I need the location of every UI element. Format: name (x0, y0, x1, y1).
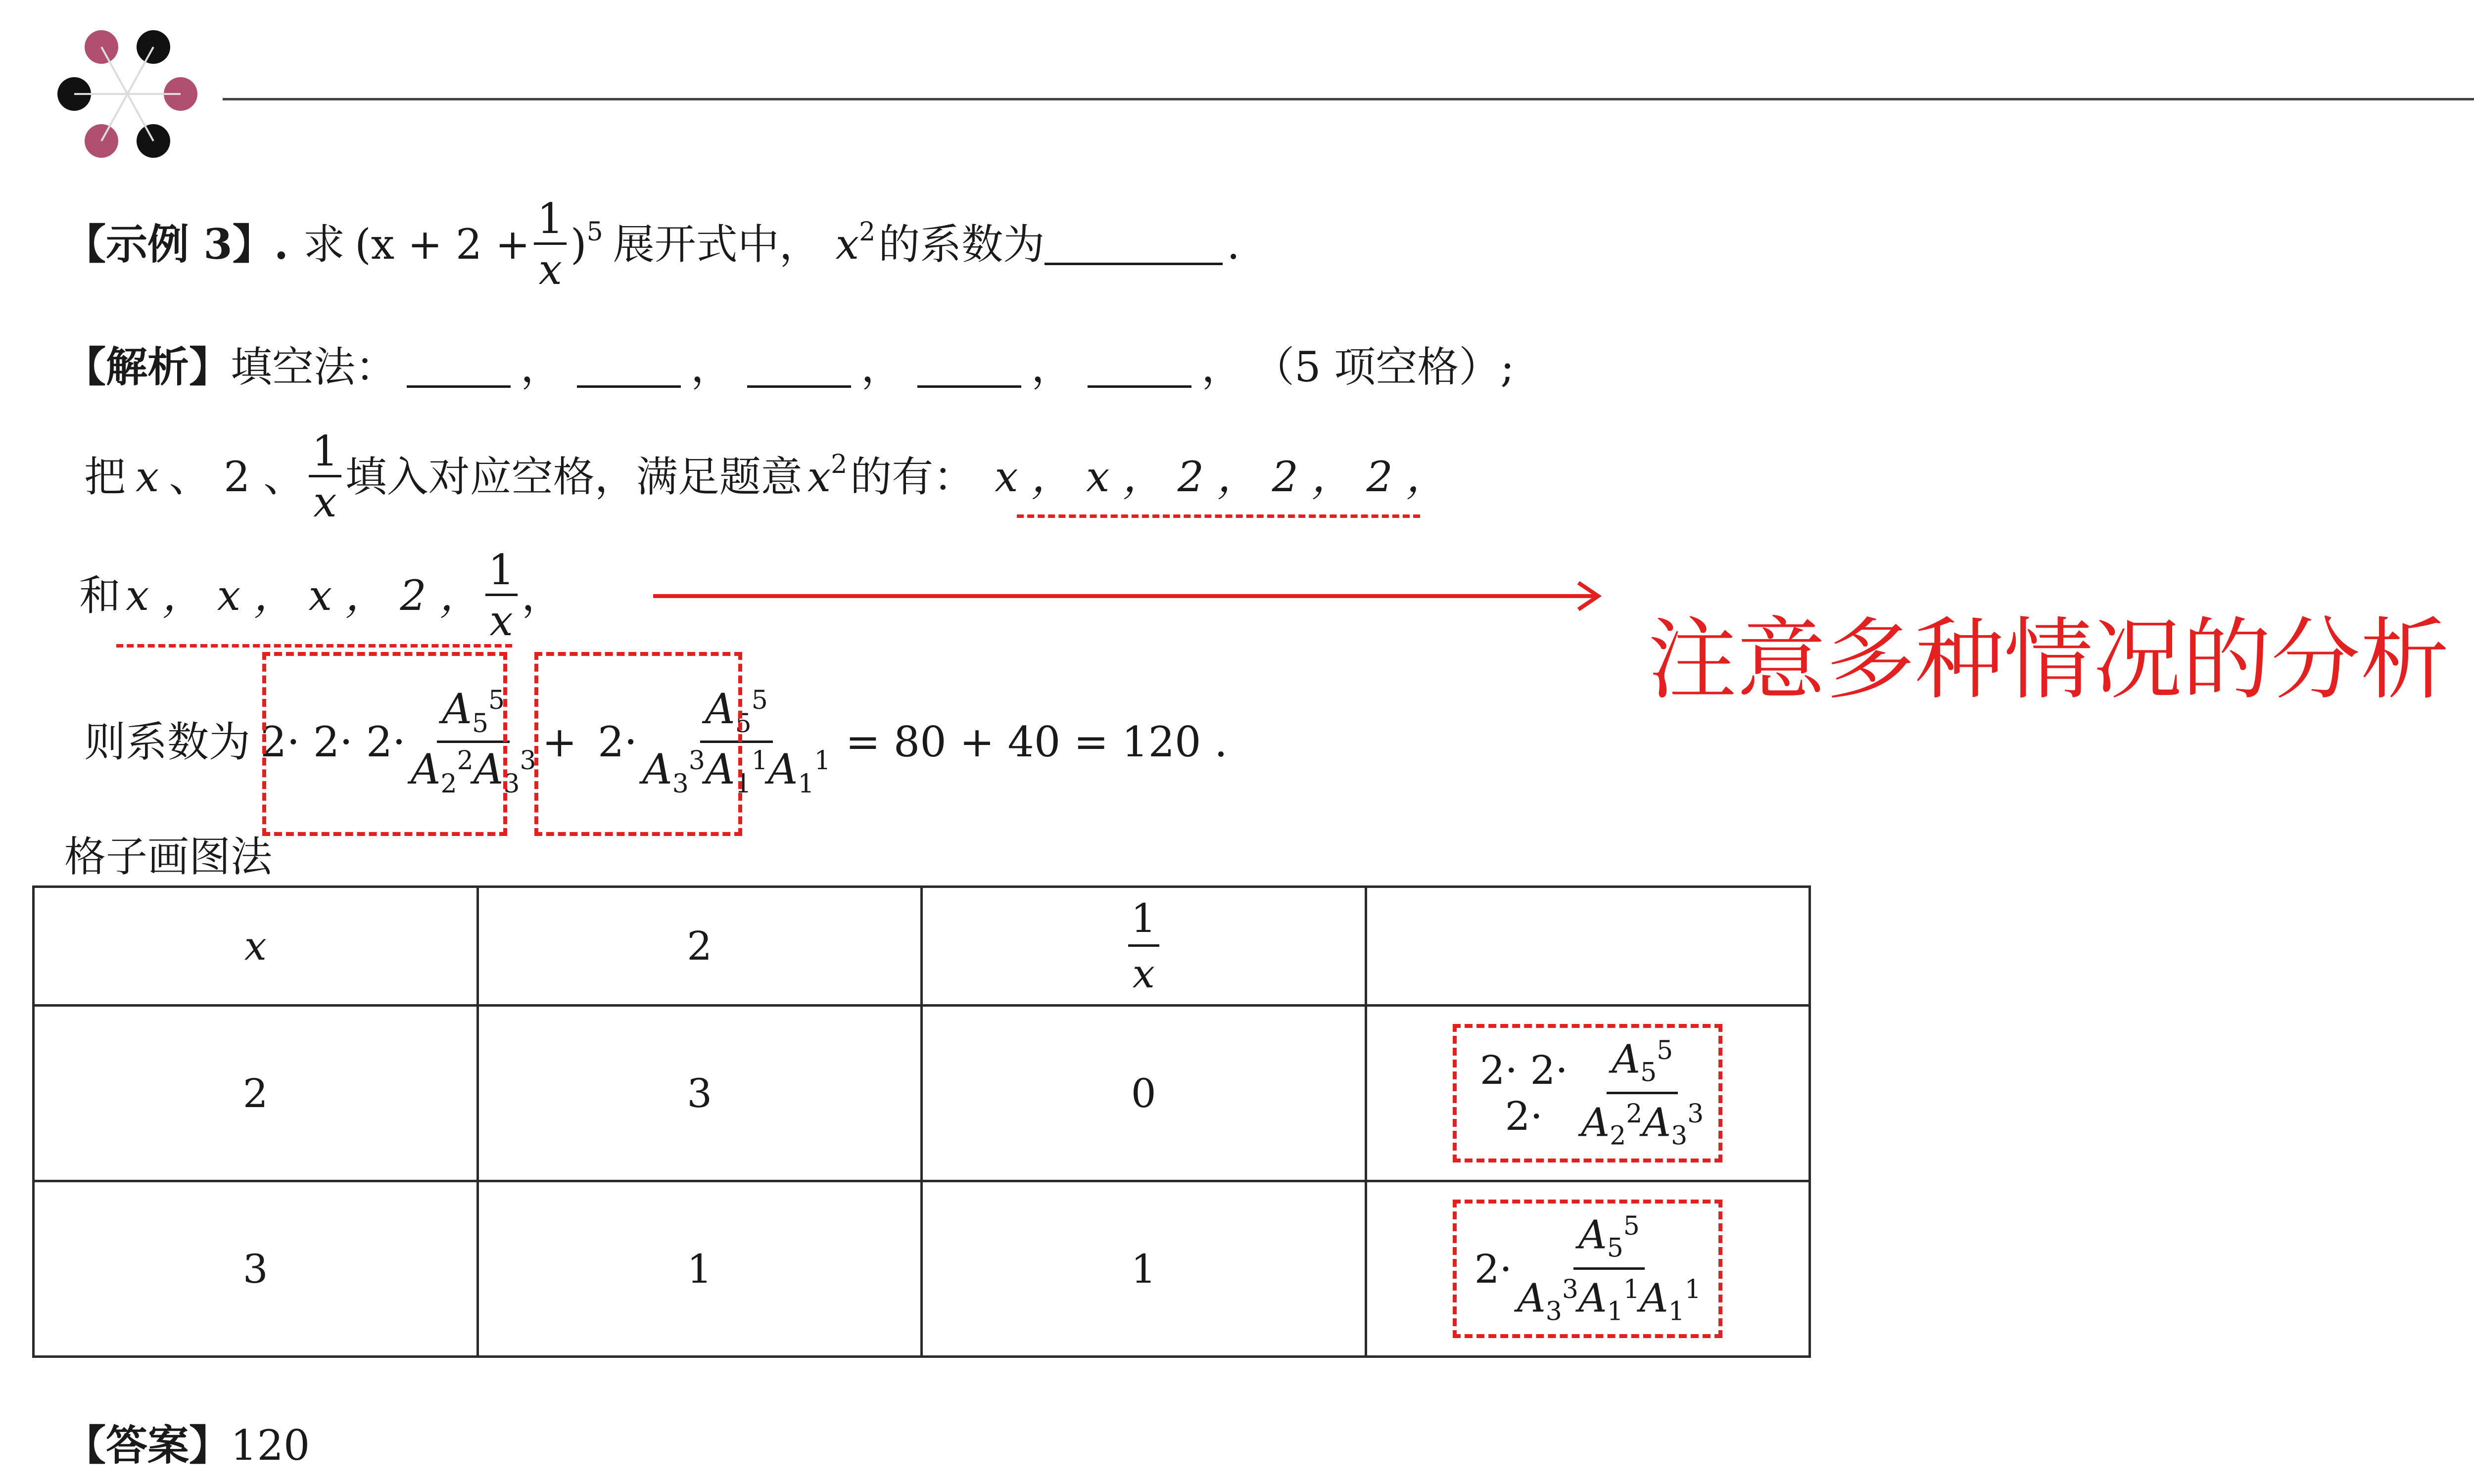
row-1-formula-cell: 2· 2· 2· $A_5^5$ $A_2^2A_3^3$ (1366, 1006, 1810, 1181)
expr-open: (x + 2 + (354, 220, 530, 269)
grid-method-title: 格子画图法 (64, 833, 273, 881)
option-2-underline (116, 644, 512, 648)
annotation-text: 注意多种情况的分析 (1648, 608, 2450, 712)
fill-blank (917, 380, 1021, 388)
example-line: 【示例 3】. 求 (x + 2 + $\frac{1}{x}$ ) 5 展开式中， x 2 的系数为 . (64, 194, 1240, 294)
answer-label: 【答案】 (64, 1421, 231, 1470)
answer-value: 120 (231, 1421, 310, 1470)
answer-blank (1045, 223, 1223, 265)
six-dot-logo (49, 22, 213, 171)
term-2-fraction: $A_5^5$ $A_3^3A_1^1A_1^1$ (642, 684, 831, 799)
term-2: 2· $A_5^5$ $A_3^3A_1^1A_1^1$ (597, 684, 831, 799)
header-rule (223, 98, 2474, 100)
table-row: 3 1 1 2· $A_5^5$ $A_3^3A_1^1A_1^1$ (34, 1181, 1810, 1357)
term-1-highlight (262, 652, 507, 836)
option-1: x ， x ， 2 ， 2 ， 2 ， (995, 452, 1448, 501)
term-1-fraction: $A_5^5$ $A_2^2A_3^3$ (410, 684, 536, 799)
table-header-row (34, 887, 1810, 1006)
row-2-formula-cell: 2· $A_5^5$ $A_3^3A_1^1A_1^1$ (1366, 1181, 1810, 1357)
option-1-underline (1017, 514, 1420, 518)
header-cell-frac: $\frac{1}{x}$ (922, 887, 1366, 1006)
analysis-line-2: 把 x 、 2 、 $\frac{1}{x}$ 填入对应空格，满足题意 x 2 的有： x ， x ， 2 ， 2 ， 2 ， (84, 427, 1448, 526)
fraction: $\frac{1}{x}$ (309, 430, 341, 523)
fill-blank (577, 380, 681, 388)
option-2: x ， x ， x ， 2 ， (126, 571, 481, 620)
fraction: $\frac{1}{x}$ (485, 549, 518, 642)
header-cell-empty (1366, 887, 1810, 1006)
result-line: 则系数为 2· 2· 2· $A_5^5$ $A_2^2A_3^3$ + 2· $A_5^5$ $A_3^3A_1^1A_1^1$ = 80 + 40 = 120 . (84, 684, 1228, 799)
term-2-highlight (534, 652, 742, 836)
analysis-line-3: 和 x ， x ， x ， 2 ， $\frac{1}{x}$ ， (79, 546, 563, 645)
example-label: 【示例 3】. (64, 219, 288, 269)
fill-blank (747, 380, 851, 388)
analysis-label: 【解析】 (64, 342, 231, 391)
table-row: 2 3 0 2· 2· 2· $A_5^5$ $A_2^2A_3^3$ (34, 1006, 1810, 1181)
arrow-right-icon (653, 579, 1618, 613)
fraction: $\frac{1}{x}$ (534, 198, 566, 290)
header-cell-2: 2 (477, 887, 922, 1006)
header-cell-x: x (34, 887, 478, 1006)
fill-blank (407, 380, 511, 388)
grid-table (32, 885, 1811, 1358)
analysis-line-1: 【解析】 填空法： ， ， ， ， ， （5 项空格）; (64, 342, 1515, 391)
fill-blank (1088, 380, 1191, 388)
answer-line (64, 1421, 310, 1470)
term-1: 2· 2· 2· $A_5^5$ $A_2^2A_3^3$ (260, 684, 536, 799)
